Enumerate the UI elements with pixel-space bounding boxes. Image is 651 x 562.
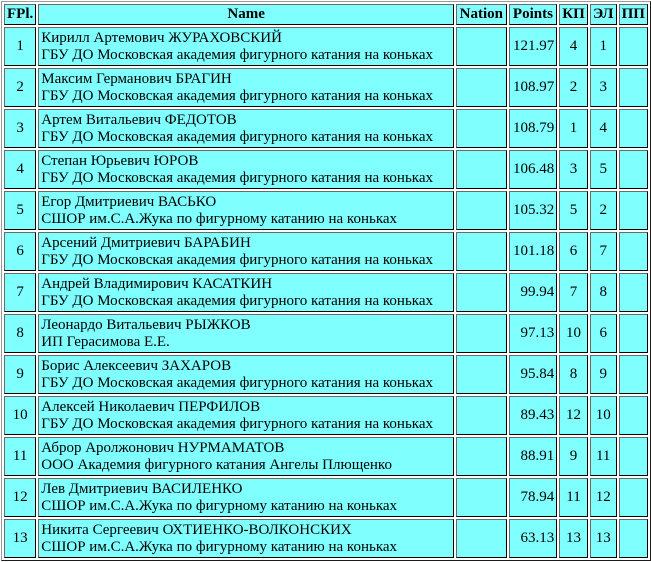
cell-points: 101.18 bbox=[509, 232, 558, 271]
skater-name: Аброр Аролжонович НУРМАМАТОВ bbox=[41, 439, 285, 456]
cell-el: 6 bbox=[590, 314, 617, 353]
cell-place: 8 bbox=[4, 314, 36, 353]
cell-pp bbox=[619, 191, 648, 230]
skater-name: Андрей Владимирович КАСАТКИН bbox=[41, 275, 273, 292]
cell-points: 97.13 bbox=[509, 314, 558, 353]
cell-pp bbox=[619, 355, 648, 394]
cell-nation bbox=[456, 396, 507, 435]
cell-name bbox=[38, 232, 454, 271]
cell-nation bbox=[456, 191, 507, 230]
cell-el: 12 bbox=[590, 478, 617, 517]
skater-club: ГБУ ДО Московская академия фигурного катания на коньках bbox=[41, 374, 434, 391]
table-row bbox=[4, 314, 648, 353]
cell-points: 63.13 bbox=[509, 519, 558, 558]
skater-name: Кирилл Артемович ЖУРАХОВСКИЙ bbox=[41, 29, 282, 46]
cell-place: 6 bbox=[4, 232, 36, 271]
cell-kp: 7 bbox=[559, 273, 588, 312]
cell-place: 1 bbox=[4, 27, 36, 66]
results-table bbox=[1, 1, 651, 561]
table-row bbox=[4, 150, 648, 189]
skater-club: ГБУ ДО Московская академия фигурного катания на коньках bbox=[41, 169, 434, 186]
cell-pp bbox=[619, 27, 648, 66]
skater-club: ГБУ ДО Московская академия фигурного катания на коньках bbox=[41, 128, 434, 145]
header-nation: Nation bbox=[456, 4, 507, 25]
cell-nation bbox=[456, 109, 507, 148]
cell-name bbox=[38, 109, 454, 148]
cell-points: 99.94 bbox=[509, 273, 558, 312]
skater-club: ГБУ ДО Московская академия фигурного катания на коньках bbox=[41, 46, 434, 63]
skater-name: Егор Дмитриевич ВАСЬКО bbox=[41, 193, 217, 210]
skater-club: ГБУ ДО Московская академия фигурного катания на коньках bbox=[41, 251, 434, 268]
cell-kp: 5 bbox=[559, 191, 588, 230]
cell-place: 2 bbox=[4, 68, 36, 107]
cell-pp bbox=[619, 437, 648, 476]
cell-place: 13 bbox=[4, 519, 36, 558]
cell-nation bbox=[456, 273, 507, 312]
cell-points: 89.43 bbox=[509, 396, 558, 435]
cell-el: 4 bbox=[590, 109, 617, 148]
cell-el: 9 bbox=[590, 355, 617, 394]
cell-nation bbox=[456, 27, 507, 66]
skater-name: Арсений Дмитриевич БАРАБИН bbox=[41, 234, 251, 251]
cell-kp: 3 bbox=[559, 150, 588, 189]
table-row bbox=[4, 396, 648, 435]
cell-kp: 8 bbox=[559, 355, 588, 394]
cell-nation bbox=[456, 478, 507, 517]
cell-points: 106.48 bbox=[509, 150, 558, 189]
skater-name: Никита Сергеевич ОХТИЕНКО-ВОЛКОНСКИХ bbox=[41, 521, 352, 538]
skater-name: Алексей Николаевич ПЕРФИЛОВ bbox=[41, 398, 261, 415]
cell-kp: 10 bbox=[559, 314, 588, 353]
cell-el: 7 bbox=[590, 232, 617, 271]
cell-name bbox=[38, 314, 454, 353]
cell-place: 7 bbox=[4, 273, 36, 312]
cell-nation bbox=[456, 68, 507, 107]
cell-pp bbox=[619, 273, 648, 312]
cell-points: 108.79 bbox=[509, 109, 558, 148]
header-name: Name bbox=[38, 4, 454, 25]
cell-name bbox=[38, 355, 454, 394]
header-row bbox=[4, 4, 648, 25]
table-row bbox=[4, 27, 648, 66]
cell-nation bbox=[456, 150, 507, 189]
table-row bbox=[4, 355, 648, 394]
skater-club: ООО Академия фигурного катания Ангелы Плющенко bbox=[41, 456, 392, 473]
cell-kp: 1 bbox=[559, 109, 588, 148]
cell-nation bbox=[456, 355, 507, 394]
cell-el: 10 bbox=[590, 396, 617, 435]
table-row bbox=[4, 68, 648, 107]
cell-kp: 11 bbox=[559, 478, 588, 517]
cell-nation bbox=[456, 314, 507, 353]
skater-club: СШОР им.С.А.Жука по фигурному катанию на коньках bbox=[41, 210, 398, 227]
cell-name bbox=[38, 273, 454, 312]
header-place: FPl. bbox=[4, 4, 36, 25]
skater-club: ГБУ ДО Московская академия фигурного катания на коньках bbox=[41, 292, 434, 309]
cell-el: 2 bbox=[590, 191, 617, 230]
header-kp: КП bbox=[559, 4, 588, 25]
cell-points: 88.91 bbox=[509, 437, 558, 476]
cell-place: 9 bbox=[4, 355, 36, 394]
skater-club: СШОР им.С.А.Жука по фигурному катанию на коньках bbox=[41, 497, 398, 514]
skater-club: ГБУ ДО Московская академия фигурного катания на коньках bbox=[41, 415, 434, 432]
cell-el: 13 bbox=[590, 519, 617, 558]
cell-pp bbox=[619, 109, 648, 148]
cell-pp bbox=[619, 396, 648, 435]
cell-nation bbox=[456, 519, 507, 558]
cell-el: 11 bbox=[590, 437, 617, 476]
cell-kp: 9 bbox=[559, 437, 588, 476]
cell-name bbox=[38, 478, 454, 517]
cell-nation bbox=[456, 232, 507, 271]
skater-name: Леонардо Витальевич РЫЖКОВ bbox=[41, 316, 251, 333]
cell-name bbox=[38, 191, 454, 230]
cell-place: 3 bbox=[4, 109, 36, 148]
skater-club: ГБУ ДО Московская академия фигурного катания на коньках bbox=[41, 87, 434, 104]
cell-place: 4 bbox=[4, 150, 36, 189]
cell-el: 5 bbox=[590, 150, 617, 189]
cell-pp bbox=[619, 478, 648, 517]
cell-el: 8 bbox=[590, 273, 617, 312]
skater-name: Борис Алексеевич ЗАХАРОВ bbox=[41, 357, 232, 374]
cell-points: 108.97 bbox=[509, 68, 558, 107]
cell-place: 12 bbox=[4, 478, 36, 517]
table-row bbox=[4, 519, 648, 558]
cell-points: 121.97 bbox=[509, 27, 558, 66]
cell-el: 1 bbox=[590, 27, 617, 66]
cell-pp bbox=[619, 150, 648, 189]
cell-pp bbox=[619, 68, 648, 107]
cell-nation bbox=[456, 437, 507, 476]
header-points: Points bbox=[509, 4, 558, 25]
results-table-body bbox=[4, 27, 648, 558]
skater-name: Степан Юрьевич ЮРОВ bbox=[41, 152, 199, 169]
table-row bbox=[4, 232, 648, 271]
table-row bbox=[4, 437, 648, 476]
cell-points: 105.32 bbox=[509, 191, 558, 230]
skater-name: Лев Дмитриевич ВАСИЛЕНКО bbox=[41, 480, 243, 497]
header-pp: ПП bbox=[619, 4, 648, 25]
results-table-header bbox=[4, 4, 648, 25]
cell-kp: 4 bbox=[559, 27, 588, 66]
cell-el: 3 bbox=[590, 68, 617, 107]
header-el: ЭЛ bbox=[590, 4, 617, 25]
cell-points: 95.84 bbox=[509, 355, 558, 394]
cell-name bbox=[38, 396, 454, 435]
cell-place: 5 bbox=[4, 191, 36, 230]
cell-place: 11 bbox=[4, 437, 36, 476]
cell-name bbox=[38, 27, 454, 66]
cell-kp: 6 bbox=[559, 232, 588, 271]
cell-kp: 13 bbox=[559, 519, 588, 558]
table-row bbox=[4, 478, 648, 517]
cell-pp bbox=[619, 232, 648, 271]
cell-place: 10 bbox=[4, 396, 36, 435]
cell-name bbox=[38, 437, 454, 476]
skater-name: Максим Германович БРАГИН bbox=[41, 70, 232, 87]
cell-name bbox=[38, 68, 454, 107]
cell-points: 78.94 bbox=[509, 478, 558, 517]
cell-kp: 12 bbox=[559, 396, 588, 435]
cell-name bbox=[38, 519, 454, 558]
cell-kp: 2 bbox=[559, 68, 588, 107]
cell-name bbox=[38, 150, 454, 189]
cell-pp bbox=[619, 314, 648, 353]
skater-name: Артем Витальевич ФЕДОТОВ bbox=[41, 111, 237, 128]
table-row bbox=[4, 109, 648, 148]
skater-club: СШОР им.С.А.Жука по фигурному катанию на коньках bbox=[41, 538, 398, 555]
cell-pp bbox=[619, 519, 648, 558]
table-row bbox=[4, 191, 648, 230]
skater-club: ИП Герасимова Е.Е. bbox=[41, 333, 170, 350]
table-row bbox=[4, 273, 648, 312]
